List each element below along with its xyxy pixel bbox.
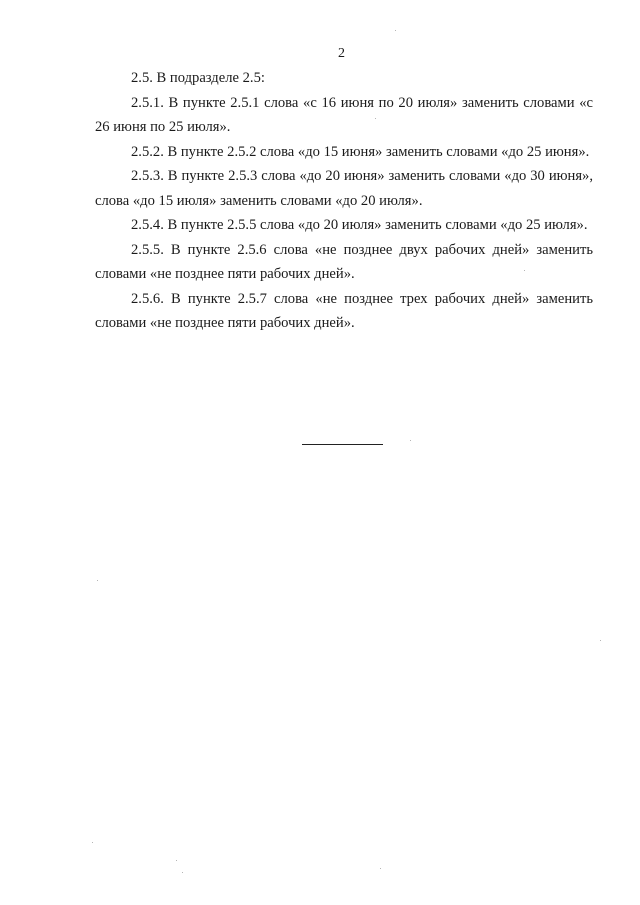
scan-speck [600,640,601,641]
scan-speck [182,872,183,873]
scan-speck [524,270,525,271]
scan-speck [97,580,98,581]
scan-speck [395,30,396,31]
scan-speck [92,842,93,843]
page-number: 2 [338,46,345,61]
scan-speck [380,868,381,869]
scan-speck [410,440,411,441]
paragraph-2-5-2: 2.5.2. В пункте 2.5.2 слова «до 15 июня» заменить словами «до 25 июня». [131,143,590,160]
paragraph-2-5: 2.5. В подразделе 2.5: [131,70,265,86]
paragraph-2-5-6: 2.5.6. В пункте 2.5.7 слова «не позднее трех рабочих дней» заменить словами «не позднее пяти рабочих дней». [95,290,593,331]
paragraph-2-5-1: 2.5.1. В пункте 2.5.1 слова «с 16 июня по 20 июля» заменить словами «с 26 июня по 25 июля». [95,94,593,135]
document-body [95,66,593,336]
paragraph-2-5-4: 2.5.4. В пункте 2.5.5 слова «до 20 июля» заменить словами «до 25 июля». [131,217,588,233]
scan-speck [375,118,376,119]
paragraph-2-5-5: 2.5.5. В пункте 2.5.6 слова «не позднее двух рабочих дней» заменить словами «не позднее пяти рабочих дней». [95,241,593,282]
paragraph-2-5-3: 2.5.3. В пункте 2.5.3 слова «до 20 июня» заменить словами «до 30 июня», слова «до 15 июля» заменить словами «до 20 июля». [95,168,593,209]
scan-speck [176,860,177,861]
end-divider-line [302,444,383,445]
